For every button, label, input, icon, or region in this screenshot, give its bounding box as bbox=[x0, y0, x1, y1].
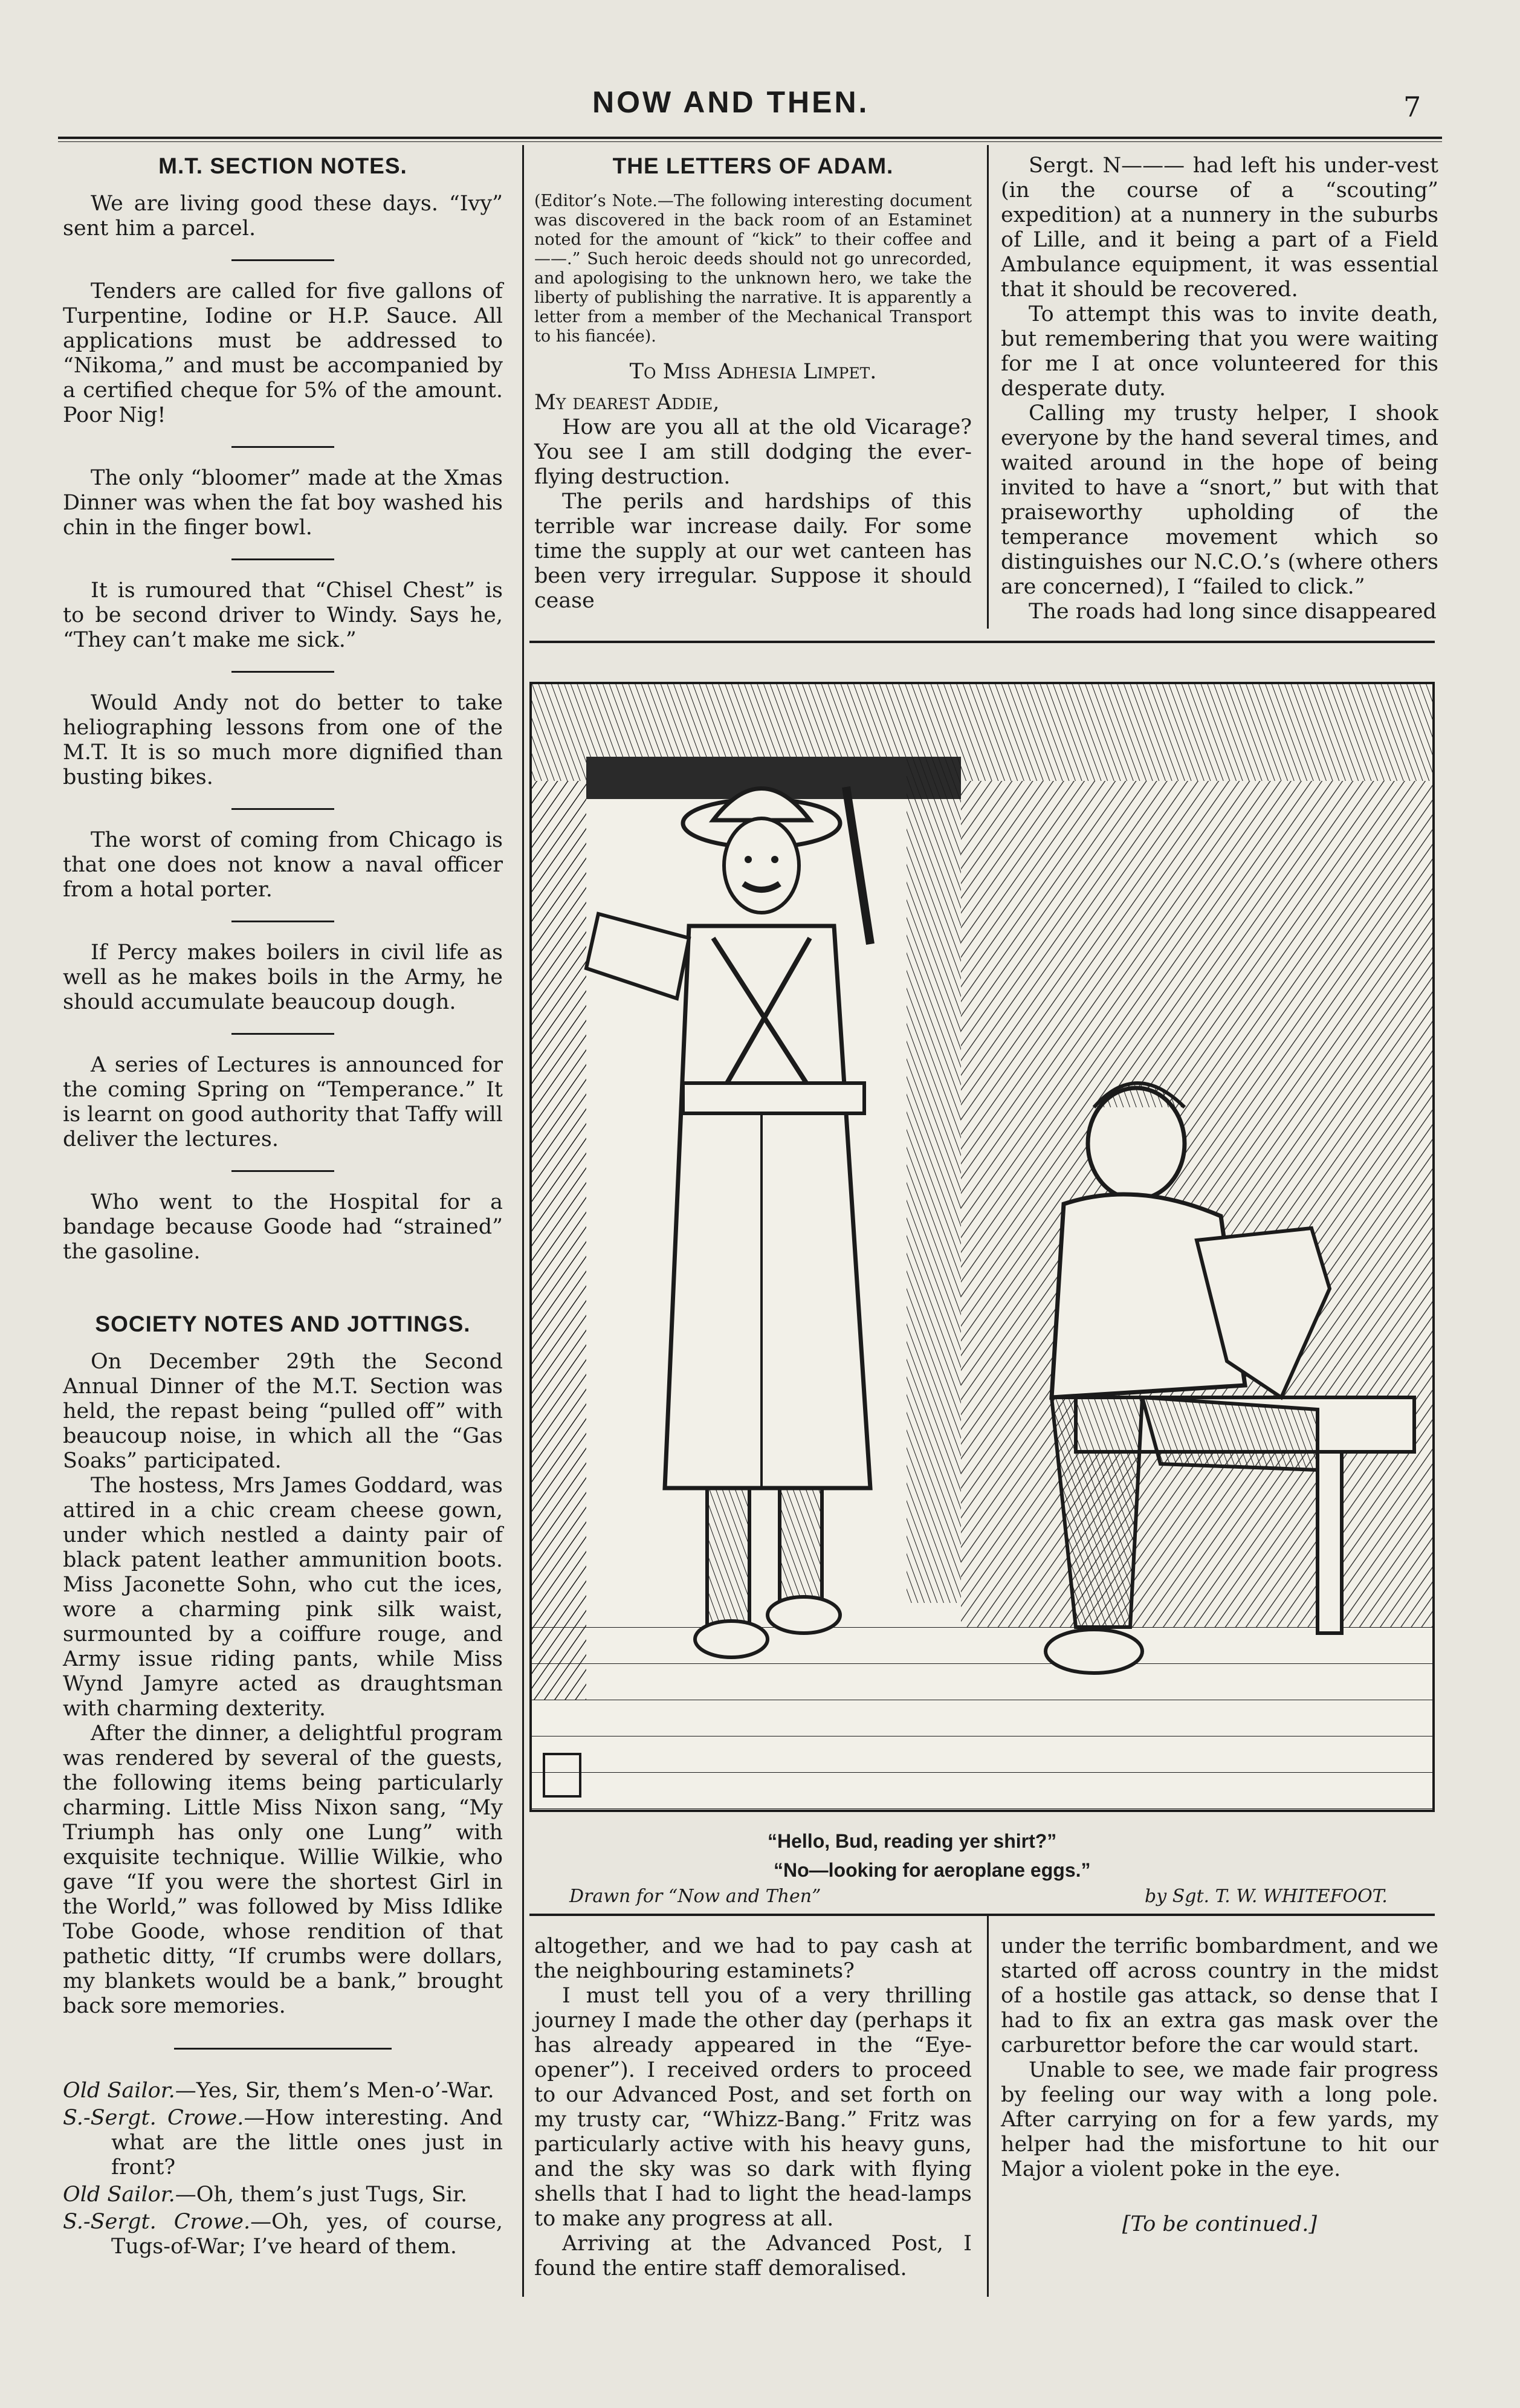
separator bbox=[231, 1033, 334, 1035]
letter-paragraph: altogether, and we had to pay cash at the neighbouring estaminets? bbox=[534, 1934, 972, 1983]
left-wall bbox=[532, 781, 586, 1700]
dialogue-line bbox=[63, 2106, 503, 2180]
page-number: 7 bbox=[1403, 91, 1421, 123]
dialogue-text: —How interesting. And what are the little ones just in front? bbox=[111, 2106, 503, 2180]
bench-leg bbox=[1318, 1452, 1342, 1633]
to-be-continued: [To be continued.] bbox=[1122, 2212, 1318, 2236]
separator bbox=[231, 446, 334, 448]
mt-note: A series of Lectures is announced for the coming Spring on “Temperance.” It is learnt on good authority that Taffy will deliver the lectures. bbox=[63, 1053, 503, 1151]
column-right-top bbox=[1001, 154, 1438, 624]
letter-paragraph: To attempt this was to invite death, but remembering that you were waiting for me I at once volunteered for this desperate duty. bbox=[1001, 302, 1438, 401]
separator bbox=[231, 259, 334, 261]
to-line: To Miss Adhesia Limpet. bbox=[629, 360, 877, 384]
standing-soldier bbox=[586, 787, 870, 1657]
dialogue-text: —Oh, yes, of course, Tugs-of-War; I’ve heard of them. bbox=[111, 2210, 503, 2259]
separator bbox=[231, 671, 334, 673]
mt-note: Who went to the Hospital for a bandage because Goode had “strained” the gasoline. bbox=[63, 1190, 503, 1264]
letter-paragraph: The perils and hardships of this terrible war increase daily. For some time the supply at our wet canteen has been very irregular. Suppose it should cease bbox=[534, 490, 972, 613]
caption-line-2: “No—looking for aeroplane eggs.” bbox=[774, 1859, 1091, 1881]
column-middle-bottom bbox=[534, 1934, 972, 2281]
mt-note: If Percy makes boilers in civil life as well as he makes boils in the Army, he should accumulate beaucoup dough. bbox=[63, 940, 503, 1014]
credit-right: by Sgt. T. W. WHITEFOOT. bbox=[1145, 1886, 1388, 1907]
separator bbox=[231, 921, 334, 922]
society-paragraph: After the dinner, a delightful program was rendered by several of the guests, the following items being particularly charming. Little Miss Nixon sang, “My Triumph has only one Lung” with exquisite technique. Willie Wilkie, who gave “If you were the shortest Girl in the World,” was followed by Miss Idlike Tobe Goode, whose rendition of that pathetic ditty, “If crumbs were dollars, my blankets would be a bank,” brought back sore memories. bbox=[63, 1721, 503, 2018]
dialogue-text: —Yes, Sir, them’s Men-o’-War. bbox=[175, 2079, 494, 2103]
mt-note: The only “bloomer” made at the Xmas Dinner was when the fat boy washed his chin in the finger bowl. bbox=[63, 466, 503, 540]
letter-paragraph: Unable to see, we made fair progress by feeling our way with a long pole. After carrying on for a few yards, my helper had the misfortune to hit our Major a violent poke in the eye. bbox=[1001, 2058, 1438, 2181]
illustration-top-rule bbox=[529, 641, 1435, 643]
dialogue-line bbox=[63, 2183, 503, 2207]
letter-paragraph: I must tell you of a very thrilling journey I made the other day (perhaps it has already appeared in the “Eye-opener”). I received orders to proceed to our Advanced Post, and set forth on my trusty car, “Whizz-Bang.” Fritz was particularly active with his heavy guns, and the sky was so dark with flying shells that I had to light the head-lamps to make any progress at all. bbox=[534, 1984, 972, 2231]
dialogue-line bbox=[63, 2079, 503, 2103]
mt-note: We are living good these days. “Ivy” sent him a parcel. bbox=[63, 192, 503, 241]
top-rule bbox=[58, 137, 1442, 139]
dialogue-line bbox=[63, 2210, 503, 2259]
letter-paragraph: under the terrific bombardment, and we started off across country in the midst of a hostile gas attack, so dense that I had to fix an extra gas mask over the carburettor before the car would start. bbox=[1001, 1934, 1438, 2057]
letter-paragraph: Calling my trusty helper, I shook everyone by the hand several times, and waited around in the hope of being invited to have a “snort,” but with that praiseworthy upholding of the temperance movement which so distinguishes our N.C.O.’s (where others are concerned), I “failed to click.” bbox=[1001, 401, 1438, 599]
separator bbox=[231, 558, 334, 560]
dialogue bbox=[63, 2079, 503, 2259]
dialogue-speaker: Old Sailor. bbox=[63, 2079, 175, 2103]
society-paragraph: The hostess, Mrs James Goddard, was attired in a chic cream cheese gown, under which nestled a dainty pair of black patent leather ammunition boots. Miss Jaconette Sohn, who cut the ices, wore a charming pink silk waist, surmounted by a coiffure rouge, and Army issue riding pants, while Miss Wynd Jamyre acted as draughtsman with charming dexterity. bbox=[63, 1474, 503, 1721]
credit-left: Drawn for “Now and Then” bbox=[569, 1886, 821, 1907]
letter-paragraph: How are you all at the old Vicarage? You see I am still dodging the ever-flying destruction. bbox=[534, 415, 972, 489]
dialogue-speaker: Old Sailor. bbox=[63, 2183, 175, 2207]
caption-line-1: “Hello, Bud, reading yer shirt?” bbox=[768, 1830, 1057, 1852]
letter-paragraph: The roads had long since disappeared bbox=[1029, 600, 1437, 624]
mt-note: The worst of coming from Chicago is that one does not know a naval officer from a hotal porter. bbox=[63, 828, 503, 902]
cartoon-illustration bbox=[529, 682, 1435, 1812]
separator bbox=[231, 1170, 334, 1172]
separator bbox=[231, 808, 334, 810]
editor-note: (Editor’s Note.—The following interesting document was discovered in the back room of an Estaminet noted for the amount of “kick” to their coffee and ——.” Such heroic deeds should not go unrecorded, and apologising to the unknown hero, we take the liberty of publishing the narrative. It is apparently a letter from a member of the Mechanical Transport to his fiancée). bbox=[534, 192, 972, 346]
right-wall bbox=[961, 781, 1432, 1627]
column-right-bottom bbox=[1001, 1934, 1438, 2237]
column-divider-1 bbox=[522, 145, 524, 2297]
masthead: NOW AND THEN. bbox=[592, 85, 870, 119]
society-paragraph: On December 29th the Second Annual Dinner of the M.T. Section was held, the repast being “pulled off” with beaucoup noise, in which all the “Gas Soaks” participated. bbox=[63, 1350, 503, 1473]
letter-paragraph: Sergt. N——— had left his under-vest (in the course of a “scouting” expedition) at a nunnery in the suburbs of Lille, and it being a part of a Field Ambulance equipment, it was essential that it should be recovered. bbox=[1001, 154, 1438, 302]
illustration-bottom-rule bbox=[529, 1914, 1435, 1916]
salutation: My dearest Addie, bbox=[534, 390, 720, 415]
letters-heading: THE LETTERS OF ADAM. bbox=[612, 154, 894, 178]
dialogue-text: —Oh, them’s just Tugs, Sir. bbox=[175, 2183, 468, 2207]
mt-note: Would Andy not do better to take heliographing lessons from one of the M.T. It is so much more dignified than busting bikes. bbox=[63, 691, 503, 789]
society-heading: SOCIETY NOTES AND JOTTINGS. bbox=[95, 1312, 471, 1336]
column-divider-3 bbox=[987, 1916, 989, 2297]
letter-paragraph: Arriving at the Advanced Post, I found the entire staff demoralised. bbox=[534, 2232, 972, 2280]
mt-note: It is rumoured that “Chisel Chest” is to be second driver to Windy. Says he, “They can’t make me sick.” bbox=[63, 578, 503, 652]
column-left bbox=[63, 154, 503, 2262]
mt-note: Tenders are called for five gallons of Turpentine, Iodine or H.P. Sauce. All applications must be addressed to “Nikoma,” and must be accompanied by a certified cheque for 5% of the amount. Poor Nig! bbox=[63, 279, 503, 427]
door-post bbox=[907, 757, 961, 1603]
mt-section-heading: M.T. SECTION NOTES. bbox=[158, 154, 407, 178]
floor bbox=[532, 1603, 1432, 1810]
dialogue-speaker: S.-Sergt. Crowe. bbox=[63, 2210, 251, 2234]
column-divider-2 bbox=[987, 145, 989, 629]
separator bbox=[174, 2048, 392, 2050]
dialogue-speaker: S.-Sergt. Crowe. bbox=[63, 2106, 244, 2130]
top-rule-thin bbox=[58, 141, 1442, 142]
cartoon-drawing bbox=[532, 684, 1432, 1810]
column-middle-top bbox=[534, 154, 972, 613]
